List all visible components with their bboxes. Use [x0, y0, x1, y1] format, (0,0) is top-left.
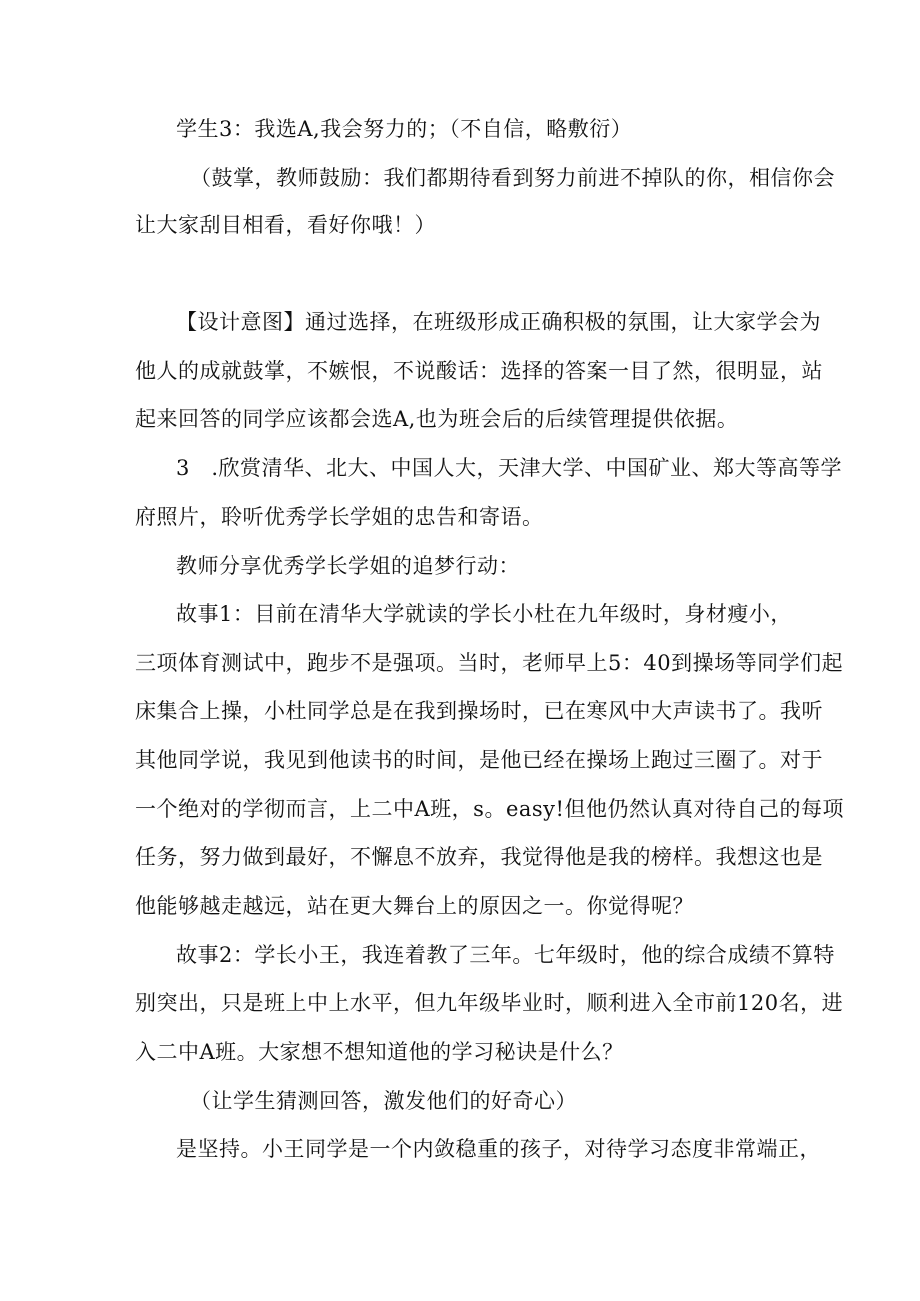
story-2-line-1: 故事2：学长小王，我连着教了三年。七年级时，他的综合成绩不算特 — [176, 943, 835, 967]
story-1-line-1: 故事1：目前在清华大学就读的学长小杜在九年级时，身材瘦小， — [176, 602, 792, 626]
story-1-line-7: 他能够越走越远，站在更大舞台上的原因之一。你觉得呢？ — [135, 894, 694, 918]
section-3-line-1: 3 .欣赏清华、北大、中国人大，天津大学、中国矿业、郑大等高等学 — [176, 456, 843, 480]
story-1-line-5: 一个绝对的学彻而言，上二中A班，s。easy!但他仍然认真对待自己的每项 — [135, 797, 844, 821]
section-3-line-2: 府照片，聆听优秀学长学姐的忠告和寄语。 — [135, 505, 544, 529]
persistence-line: 是坚持。小王同学是一个内敛稳重的孩子，对待学习态度非常端正， — [176, 1137, 821, 1161]
story-1-line-4: 其他同学说，我见到他读书的时间，是他已经在操场上跑过三圈了。对于 — [135, 748, 823, 772]
story-1-line-3: 床集合上操，小杜同学总是在我到操场时，已在寒风中大声读书了。我听 — [135, 699, 823, 723]
story-2-line-2: 别突出，只是班上中上水平，但九年级毕业时，顺利进入全市前120名，进 — [135, 991, 844, 1015]
teacher-encouragement-line-1: （鼓掌，教师鼓励：我们都期待看到努力前进不掉队的你，相信你会 — [190, 166, 835, 190]
story-1-line-2: 三项体育测试中，跑步不是强项。当时，老师早上5：40到操场等同学们起 — [135, 651, 844, 675]
design-intent-line-2: 他人的成就鼓掌，不嫉恨，不说酸话：选择的答案一目了然，很明显，站 — [135, 359, 823, 383]
story-1-line-6: 任务，努力做到最好，不懈息不放弃，我觉得他是我的榜样。我想这也是 — [135, 845, 823, 869]
teacher-encouragement-line-2: 让大家刮目相看，看好你哦！） — [135, 213, 436, 237]
design-intent-line-3: 起来回答的同学应该都会选A,也为班会后的后续管理提供依据。 — [135, 407, 739, 431]
design-intent-line-1: 【设计意图】通过选择，在班级形成正确积极的氛围，让大家学会为 — [176, 310, 821, 334]
student-3-answer: 学生3：我选A,我会努力的；（不自信，略敷衍） — [176, 117, 633, 141]
story-2-line-3: 入二中A班。大家想不想知道他的学习秘诀是什么？ — [135, 1040, 624, 1064]
student-guess-note: （让学生猜测回答，激发他们的好奇心） — [190, 1089, 577, 1113]
teacher-share-heading: 教师分享优秀学长学姐的追梦行动： — [176, 554, 520, 578]
